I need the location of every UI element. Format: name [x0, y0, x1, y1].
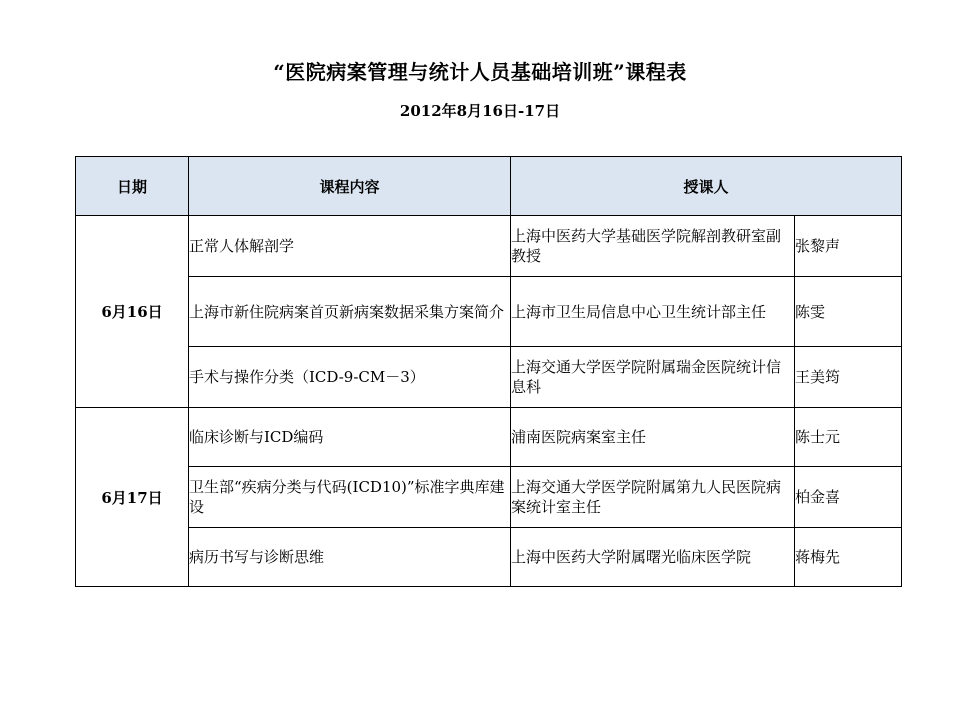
teacher-name-cell: 陈士元	[795, 408, 902, 467]
teacher-name-cell: 柏金喜	[795, 467, 902, 528]
table-row	[76, 408, 902, 467]
header-teacher: 授课人	[511, 157, 902, 216]
course-cell: 上海市新住院病案首页新病案数据采集方案简介	[189, 277, 511, 347]
course-cell: 卫生部“疾病分类与代码(ICD10)”标准字典库建设	[189, 467, 511, 528]
organization-cell: 上海交通大学医学院附属瑞金医院统计信息科	[511, 347, 795, 408]
course-cell: 手术与操作分类（ICD-9-CM－3）	[189, 347, 511, 408]
organization-cell: 上海中医药大学附属曙光临床医学院	[511, 528, 795, 587]
course-cell: 正常人体解剖学	[189, 216, 511, 277]
organization-cell: 上海交通大学医学院附属第九人民医院病案统计室主任	[511, 467, 795, 528]
date-cell: 6月17日	[76, 408, 189, 587]
table-header-row	[76, 157, 902, 216]
page-title: “医院病案管理与统计人员基础培训班”课程表	[273, 60, 687, 84]
header-course: 课程内容	[189, 157, 511, 216]
organization-cell: 浦南医院病案室主任	[511, 408, 795, 467]
organization-cell: 上海中医药大学基础医学院解剖教研室副教授	[511, 216, 795, 277]
schedule-table	[75, 156, 902, 587]
date-range-subtitle: 2012年8月16日-17日	[399, 102, 561, 120]
course-cell: 病历书写与诊断思维	[189, 528, 511, 587]
table-row	[76, 277, 902, 347]
teacher-name-cell: 张黎声	[795, 216, 902, 277]
table-row	[76, 528, 902, 587]
table-row	[76, 467, 902, 528]
date-cell: 6月16日	[76, 216, 189, 408]
header-date: 日期	[76, 157, 189, 216]
table-row	[76, 216, 902, 277]
course-cell: 临床诊断与ICD编码	[189, 408, 511, 467]
teacher-name-cell: 王美筠	[795, 347, 902, 408]
table-row	[76, 347, 902, 408]
teacher-name-cell: 陈雯	[795, 277, 902, 347]
organization-cell: 上海市卫生局信息中心卫生统计部主任	[511, 277, 795, 347]
teacher-name-cell: 蒋梅先	[795, 528, 902, 587]
